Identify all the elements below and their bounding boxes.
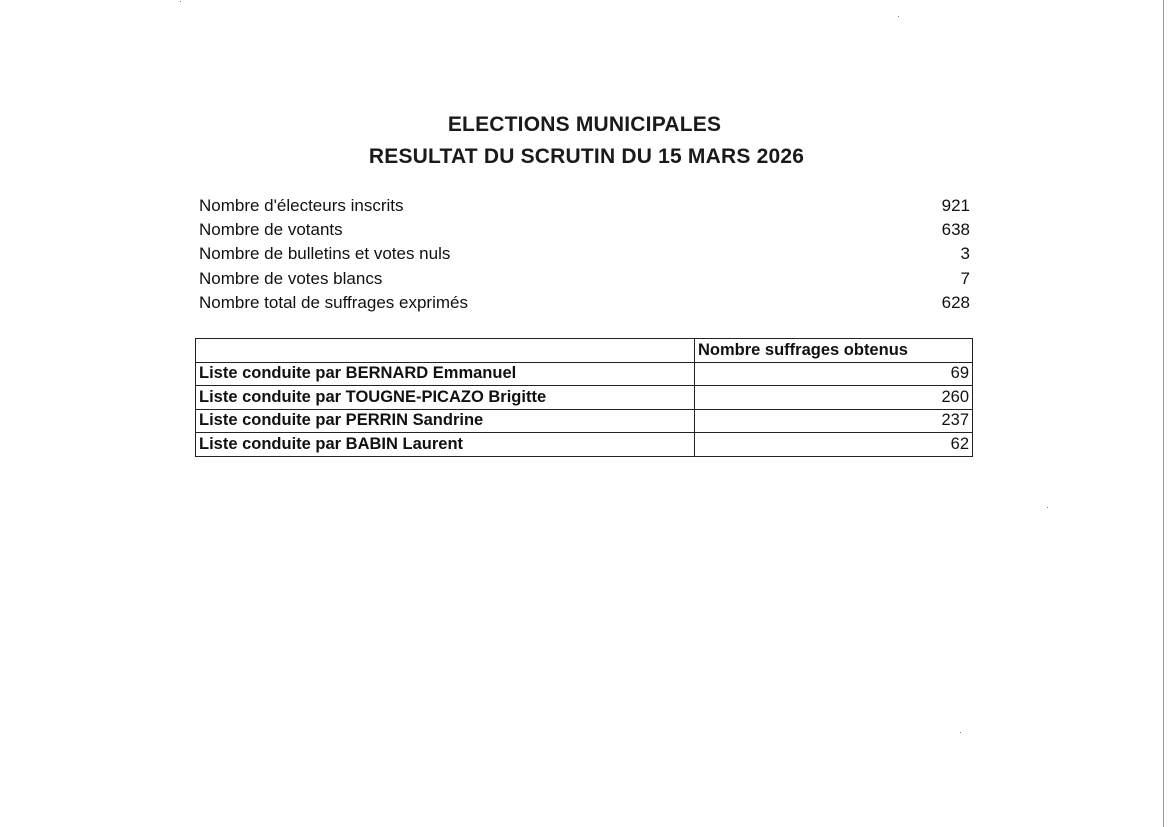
page-title: ELECTIONS MUNICIPALES (447, 113, 722, 136)
scan-speck (180, 1, 181, 2)
scan-edge-line (1163, 0, 1164, 827)
table-row (196, 386, 973, 410)
table-header-votes: Nombre suffrages obtenus (695, 339, 973, 363)
stat-label: Nombre d'électeurs inscrits (199, 196, 404, 215)
stat-row-blank-votes (199, 267, 971, 291)
votes-cell: 237 (695, 409, 973, 433)
stat-label: Nombre de votants (199, 220, 343, 240)
stat-row-null-votes (199, 242, 971, 266)
table-row (196, 362, 973, 386)
stat-row-expressed (199, 291, 971, 315)
table-row (196, 409, 973, 433)
page-subtitle: RESULTAT DU SCRUTIN DU 15 MARS 2026 (368, 145, 805, 168)
list-name-cell: Liste conduite par TOUGNE-PICAZO Brigitte (196, 386, 695, 410)
list-name-cell: Liste conduite par BERNARD Emmanuel (196, 362, 695, 386)
table-header-blank-cell (196, 339, 695, 363)
list-name-cell: Liste conduite par BABIN Laurent (196, 433, 695, 457)
stat-value: 921 (941, 196, 970, 215)
scan-speck (898, 16, 899, 17)
stat-label: Nombre total de suffrages exprimés (199, 292, 468, 312)
votes-cell: 62 (695, 433, 973, 457)
stat-value: 3 (960, 244, 970, 264)
stat-value: 628 (941, 292, 970, 312)
stat-row-registered (199, 194, 971, 218)
results-table (195, 338, 973, 457)
votes-cell: 69 (695, 362, 973, 386)
table-row (196, 433, 973, 457)
scan-speck (960, 732, 961, 733)
stat-row-voters (199, 218, 971, 242)
list-name-cell: Liste conduite par PERRIN Sandrine (196, 409, 695, 433)
stat-value: 7 (960, 268, 970, 288)
scan-speck (1047, 507, 1048, 508)
stat-value: 638 (941, 220, 970, 240)
votes-cell: 260 (695, 386, 973, 410)
stats-block (199, 194, 971, 315)
stat-label: Nombre de votes blancs (199, 268, 383, 288)
stat-label: Nombre de bulletins et votes nuls (199, 244, 451, 264)
table-header-row (196, 339, 973, 363)
